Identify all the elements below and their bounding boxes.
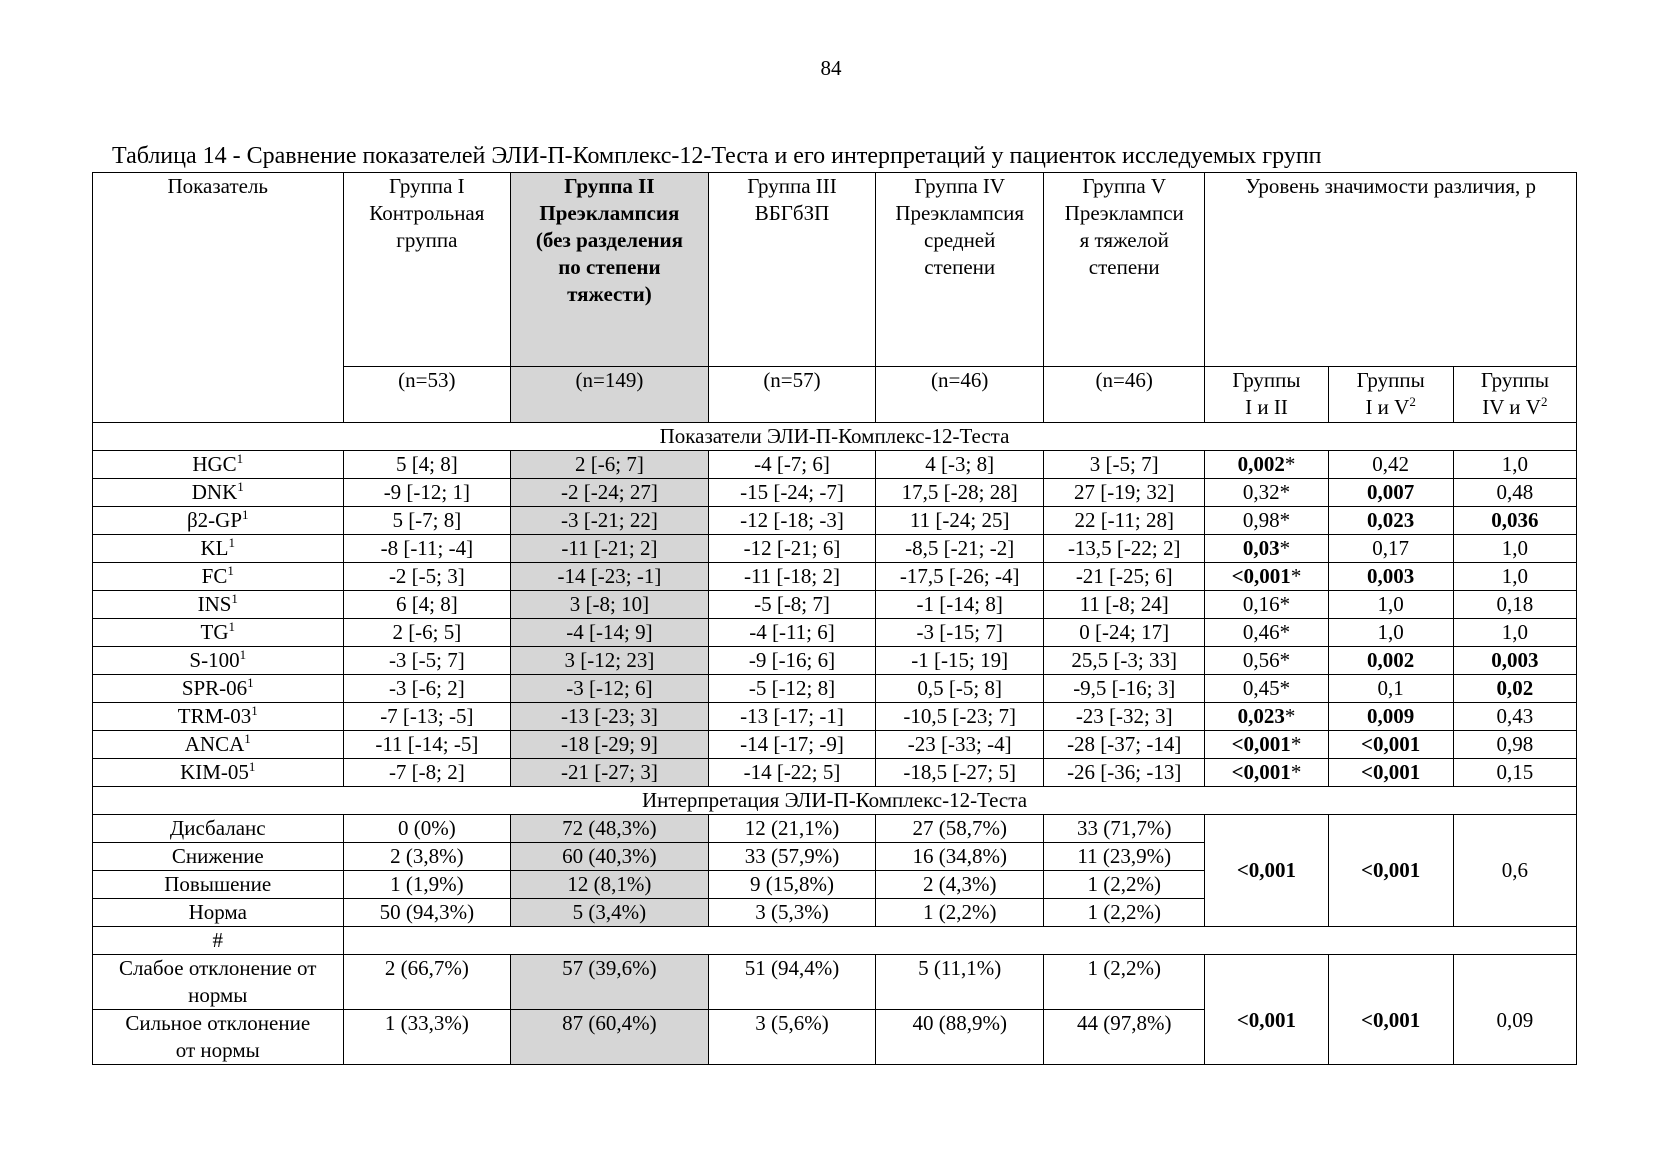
p-iv-v: 1,0 <box>1453 535 1576 563</box>
param-name <box>93 535 344 563</box>
n-group-1: (n=53) <box>343 367 511 423</box>
value-g1: -8 [-11; -4] <box>343 535 511 563</box>
interp-name: Снижение <box>93 843 344 871</box>
p-asterisk: * <box>1279 508 1291 532</box>
header-param: Показатель <box>93 173 344 423</box>
param-label: TRM-03 <box>177 704 252 728</box>
value-g5: -21 [-25; 6] <box>1044 563 1205 591</box>
p-value: 0,023 <box>1237 704 1285 728</box>
value-g2: -3 [-12; 6] <box>511 675 708 703</box>
param-label: S-100 <box>189 648 240 672</box>
value-g4: 1 (2,2%) <box>876 899 1044 927</box>
param-label: TG <box>200 620 229 644</box>
value-g2: -11 [-21; 2] <box>511 535 708 563</box>
p-iv-v: 0,003 <box>1453 647 1576 675</box>
p-iv-v: 0,036 <box>1453 507 1576 535</box>
table-row <box>93 675 1577 703</box>
value-g5: 1 (2,2%) <box>1044 955 1205 1010</box>
table-row <box>93 759 1577 787</box>
p-i-v: <0,001 <box>1328 759 1453 787</box>
value-g2: 5 (3,4%) <box>511 899 708 927</box>
param-label: β2-GP <box>186 508 243 532</box>
p-i-ii <box>1205 731 1328 759</box>
p-value: 0,16 <box>1242 592 1280 616</box>
param-name <box>93 563 344 591</box>
value-g3: -14 [-17; -9] <box>708 731 876 759</box>
interp-name: Повышение <box>93 871 344 899</box>
header-line: группа <box>396 228 458 252</box>
value-g2: 3 [-12; 23] <box>511 647 708 675</box>
interp-name: Норма <box>93 899 344 927</box>
dev-p-i-v: <0,001 <box>1328 955 1453 1065</box>
value-g3: -4 [-7; 6] <box>708 451 876 479</box>
comp-i-ii-line1: Группы <box>1232 368 1301 392</box>
dev-p-iv-v: 0,09 <box>1453 955 1576 1065</box>
header-line: Группа II <box>564 174 655 198</box>
comp-i-v <box>1328 367 1453 423</box>
value-g5: 11 (23,9%) <box>1044 843 1205 871</box>
param-name <box>93 703 344 731</box>
hash-label: # <box>93 927 344 955</box>
value-g3: 3 (5,6%) <box>708 1010 876 1065</box>
p-asterisk: * <box>1279 676 1291 700</box>
value-g5: 22 [-11; 28] <box>1044 507 1205 535</box>
p-iv-v: 0,15 <box>1453 759 1576 787</box>
value-g4: -1 [-14; 8] <box>876 591 1044 619</box>
p-i-ii <box>1205 563 1328 591</box>
p-i-ii <box>1205 507 1328 535</box>
value-g1: -11 [-14; -5] <box>343 731 511 759</box>
p-i-ii <box>1205 451 1328 479</box>
value-g4: 2 (4,3%) <box>876 871 1044 899</box>
table-row <box>93 647 1577 675</box>
value-g1: -7 [-13; -5] <box>343 703 511 731</box>
value-g5: 3 [-5; 7] <box>1044 451 1205 479</box>
p-value: 0,45 <box>1242 676 1280 700</box>
param-label: DNK <box>191 480 238 504</box>
p-value: <0,001 <box>1231 760 1291 784</box>
value-g1: 1 (33,3%) <box>343 1010 511 1065</box>
header-row <box>93 173 1577 367</box>
value-g5: 11 [-8; 24] <box>1044 591 1205 619</box>
value-g3: 33 (57,9%) <box>708 843 876 871</box>
value-g3: -5 [-12; 8] <box>708 675 876 703</box>
dev-name-line: от нормы <box>175 1038 260 1062</box>
section-indicators-row <box>93 423 1577 451</box>
p-i-ii <box>1205 479 1328 507</box>
header-line: по степени <box>558 255 661 279</box>
header-group-3 <box>708 173 876 367</box>
p-asterisk: * <box>1290 732 1302 756</box>
p-i-ii <box>1205 535 1328 563</box>
param-footnote: 1 <box>247 675 254 690</box>
value-g4: -18,5 [-27; 5] <box>876 759 1044 787</box>
value-g3: 9 (15,8%) <box>708 871 876 899</box>
n-group-2: (n=149) <box>511 367 708 423</box>
param-name <box>93 507 344 535</box>
param-footnote: 1 <box>228 619 235 634</box>
p-value: 0,002 <box>1237 452 1285 476</box>
value-g5: 27 [-19; 32] <box>1044 479 1205 507</box>
comp-iv-v-line1: Группы <box>1480 368 1549 392</box>
p-i-v: 0,1 <box>1328 675 1453 703</box>
p-iv-v: 1,0 <box>1453 619 1576 647</box>
header-line: степени <box>924 255 996 279</box>
table-caption: Таблица 14 - Сравнение показателей ЭЛИ-П-Комплекс-12-Теста и его интерпретаций у пациенток исследуемых групп <box>112 143 1322 169</box>
p-asterisk: * <box>1284 452 1296 476</box>
comp-i-v-sup: 2 <box>1409 394 1416 409</box>
comp-iv-v-line2: IV и V <box>1482 395 1541 419</box>
table-row <box>93 563 1577 591</box>
p-i-v: 0,42 <box>1328 451 1453 479</box>
p-i-ii <box>1205 619 1328 647</box>
header-line: Группа V <box>1082 174 1167 198</box>
value-g4: 0,5 [-5; 8] <box>876 675 1044 703</box>
value-g4: 40 (88,9%) <box>876 1010 1044 1065</box>
value-g4: 5 (11,1%) <box>876 955 1044 1010</box>
param-name <box>93 591 344 619</box>
header-line: степени <box>1088 255 1160 279</box>
value-g5: 1 (2,2%) <box>1044 899 1205 927</box>
section-indicators: Показатели ЭЛИ-П-Комплекс-12-Теста <box>93 423 1577 451</box>
value-g2: 60 (40,3%) <box>511 843 708 871</box>
value-g2: -4 [-14; 9] <box>511 619 708 647</box>
header-line: я тяжелой <box>1079 228 1169 252</box>
interp-p-i-ii: <0,001 <box>1205 815 1328 927</box>
value-g5: 25,5 [-3; 33] <box>1044 647 1205 675</box>
param-footnote: 1 <box>251 703 258 718</box>
value-g5: 0 [-24; 17] <box>1044 619 1205 647</box>
p-iv-v: 0,43 <box>1453 703 1576 731</box>
header-significance: Уровень значимости различия, p <box>1205 173 1577 367</box>
interp-name: Дисбаланс <box>93 815 344 843</box>
value-g3: -9 [-16; 6] <box>708 647 876 675</box>
dev-name-line: Сильное отклонение <box>125 1011 311 1035</box>
param-name <box>93 451 344 479</box>
value-g4: -8,5 [-21; -2] <box>876 535 1044 563</box>
value-g4: -3 [-15; 7] <box>876 619 1044 647</box>
p-asterisk: * <box>1290 760 1302 784</box>
header-line: Группа I <box>389 174 465 198</box>
header-line: Преэклампсия <box>895 201 1025 225</box>
param-label: INS <box>197 592 232 616</box>
value-g3: -4 [-11; 6] <box>708 619 876 647</box>
value-g2: 57 (39,6%) <box>511 955 708 1010</box>
hash-empty <box>343 927 1577 955</box>
header-line: тяжести) <box>567 282 652 306</box>
header-line: Преэклампсия <box>539 201 680 225</box>
p-i-v: 0,007 <box>1328 479 1453 507</box>
value-g3: -15 [-24; -7] <box>708 479 876 507</box>
param-footnote: 1 <box>239 647 247 662</box>
page-number: 84 <box>820 56 842 80</box>
table-row <box>93 479 1577 507</box>
p-asterisk: * <box>1279 648 1291 672</box>
p-i-v: 0,009 <box>1328 703 1453 731</box>
comp-i-v-line1: Группы <box>1356 368 1425 392</box>
value-g4: -10,5 [-23; 7] <box>876 703 1044 731</box>
header-line: Группа IV <box>914 174 1006 198</box>
p-i-ii <box>1205 759 1328 787</box>
dev-p-i-ii: <0,001 <box>1205 955 1328 1065</box>
table-row <box>93 591 1577 619</box>
p-asterisk: * <box>1279 592 1291 616</box>
value-g1: -3 [-5; 7] <box>343 647 511 675</box>
header-group-4 <box>876 173 1044 367</box>
param-name <box>93 479 344 507</box>
value-g2: -2 [-24; 27] <box>511 479 708 507</box>
value-g2: 72 (48,3%) <box>511 815 708 843</box>
value-g1: -2 [-5; 3] <box>343 563 511 591</box>
p-iv-v: 0,02 <box>1453 675 1576 703</box>
param-name <box>93 731 344 759</box>
p-i-ii <box>1205 675 1328 703</box>
value-g4: 27 (58,7%) <box>876 815 1044 843</box>
p-value: <0,001 <box>1231 732 1291 756</box>
hash-row <box>93 927 1577 955</box>
value-g2: -21 [-27; 3] <box>511 759 708 787</box>
p-value: 0,98 <box>1242 508 1280 532</box>
value-g3: -5 [-8; 7] <box>708 591 876 619</box>
section-interpretation: Интерпретация ЭЛИ-П-Комплекс-12-Теста <box>93 787 1577 815</box>
table-row <box>93 955 1577 1010</box>
table-row <box>93 507 1577 535</box>
value-g1: 5 [-7; 8] <box>343 507 511 535</box>
value-g3: -12 [-21; 6] <box>708 535 876 563</box>
value-g5: 44 (97,8%) <box>1044 1010 1205 1065</box>
p-value: <0,001 <box>1231 564 1291 588</box>
table-row <box>93 619 1577 647</box>
value-g1: 2 (3,8%) <box>343 843 511 871</box>
value-g3: 51 (94,4%) <box>708 955 876 1010</box>
param-footnote: 1 <box>236 451 244 466</box>
p-iv-v: 1,0 <box>1453 451 1576 479</box>
p-asterisk: * <box>1279 536 1291 560</box>
comp-i-ii <box>1205 367 1328 423</box>
header-line: Группа III <box>747 174 837 198</box>
n-group-4: (n=46) <box>876 367 1044 423</box>
header-line: (без разделения <box>535 228 683 252</box>
param-footnote: 1 <box>231 591 238 606</box>
value-g3: -11 [-18; 2] <box>708 563 876 591</box>
p-value: 0,03 <box>1242 536 1280 560</box>
param-label: KL <box>200 536 229 560</box>
value-g2: -18 [-29; 9] <box>511 731 708 759</box>
value-g1: 2 (66,7%) <box>343 955 511 1010</box>
table-row <box>93 535 1577 563</box>
dev-name-line: Слабое отклонение от <box>119 956 317 980</box>
value-g4: 4 [-3; 8] <box>876 451 1044 479</box>
value-g5: -26 [-36; -13] <box>1044 759 1205 787</box>
p-asterisk: * <box>1290 564 1302 588</box>
p-value: 0,32 <box>1242 480 1280 504</box>
n-group-3: (n=57) <box>708 367 876 423</box>
param-name <box>93 619 344 647</box>
value-g1: 50 (94,3%) <box>343 899 511 927</box>
value-g5: -9,5 [-16; 3] <box>1044 675 1205 703</box>
param-name <box>93 675 344 703</box>
value-g2: 12 (8,1%) <box>511 871 708 899</box>
p-i-v: 0,023 <box>1328 507 1453 535</box>
value-g2: 2 [-6; 7] <box>511 451 708 479</box>
dev-name-line: нормы <box>188 983 248 1007</box>
p-i-ii <box>1205 591 1328 619</box>
param-footnote: 1 <box>237 479 244 494</box>
value-g2: 87 (60,4%) <box>511 1010 708 1065</box>
p-value: 0,46 <box>1242 620 1280 644</box>
value-g3: -13 [-17; -1] <box>708 703 876 731</box>
value-g1: 2 [-6; 5] <box>343 619 511 647</box>
value-g3: -14 [-22; 5] <box>708 759 876 787</box>
value-g4: 16 (34,8%) <box>876 843 1044 871</box>
value-g2: -13 [-23; 3] <box>511 703 708 731</box>
param-name <box>93 647 344 675</box>
value-g1: -7 [-8; 2] <box>343 759 511 787</box>
value-g1: 6 [4; 8] <box>343 591 511 619</box>
value-g5: 1 (2,2%) <box>1044 871 1205 899</box>
table-row <box>93 731 1577 759</box>
p-iv-v: 1,0 <box>1453 563 1576 591</box>
p-iv-v: 0,48 <box>1453 479 1576 507</box>
value-g1: 0 (0%) <box>343 815 511 843</box>
comp-i-ii-line2: I и II <box>1245 395 1288 419</box>
value-g5: -13,5 [-22; 2] <box>1044 535 1205 563</box>
value-g4: 11 [-24; 25] <box>876 507 1044 535</box>
header-group-1 <box>343 173 511 367</box>
value-g1: 5 [4; 8] <box>343 451 511 479</box>
comp-iv-v <box>1453 367 1576 423</box>
value-g1: -9 [-12; 1] <box>343 479 511 507</box>
dev-name <box>93 955 344 1010</box>
value-g3: -12 [-18; -3] <box>708 507 876 535</box>
value-g3: 12 (21,1%) <box>708 815 876 843</box>
p-i-v: 0,003 <box>1328 563 1453 591</box>
p-value: 0,56 <box>1242 648 1280 672</box>
p-asterisk: * <box>1279 620 1291 644</box>
n-group-5: (n=46) <box>1044 367 1205 423</box>
value-g4: -23 [-33; -4] <box>876 731 1044 759</box>
p-asterisk: * <box>1284 704 1296 728</box>
p-i-v: 1,0 <box>1328 591 1453 619</box>
table-row <box>93 451 1577 479</box>
param-footnote: 1 <box>228 535 235 550</box>
comp-iv-v-sup: 2 <box>1540 394 1548 409</box>
param-label: SPR-06 <box>181 676 248 700</box>
p-asterisk: * <box>1279 480 1291 504</box>
value-g4: -17,5 [-26; -4] <box>876 563 1044 591</box>
value-g1: 1 (1,9%) <box>343 871 511 899</box>
value-g5: 33 (71,7%) <box>1044 815 1205 843</box>
p-i-v: 0,17 <box>1328 535 1453 563</box>
value-g3: 3 (5,3%) <box>708 899 876 927</box>
header-line: ВБГбЗП <box>754 201 830 225</box>
value-g4: 17,5 [-28; 28] <box>876 479 1044 507</box>
p-i-ii <box>1205 703 1328 731</box>
param-footnote: 1 <box>244 731 251 746</box>
interp-p-iv-v: 0,6 <box>1453 815 1576 927</box>
table-row <box>93 703 1577 731</box>
p-iv-v: 0,18 <box>1453 591 1576 619</box>
interp-p-i-v: <0,001 <box>1328 815 1453 927</box>
dev-name <box>93 1010 344 1065</box>
section-interpretation-row <box>93 787 1577 815</box>
param-footnote: 1 <box>248 759 256 774</box>
header-group-2 <box>511 173 708 367</box>
param-name <box>93 759 344 787</box>
param-footnote: 1 <box>242 507 249 522</box>
p-iv-v: 0,98 <box>1453 731 1576 759</box>
header-line: Контрольная <box>369 201 485 225</box>
value-g5: -23 [-32; 3] <box>1044 703 1205 731</box>
param-label: KIM-05 <box>180 760 249 784</box>
p-i-v: 1,0 <box>1328 619 1453 647</box>
header-line: средней <box>924 228 996 252</box>
header-line: Преэклампси <box>1064 201 1184 225</box>
value-g2: 3 [-8; 10] <box>511 591 708 619</box>
value-g5: -28 [-37; -14] <box>1044 731 1205 759</box>
value-g4: -1 [-15; 19] <box>876 647 1044 675</box>
table-row <box>93 815 1577 843</box>
value-g2: -3 [-21; 22] <box>511 507 708 535</box>
comp-i-v-line2: I и V <box>1365 395 1410 419</box>
header-group-5 <box>1044 173 1205 367</box>
param-label: ANCA <box>184 732 245 756</box>
value-g2: -14 [-23; -1] <box>511 563 708 591</box>
p-i-v: 0,002 <box>1328 647 1453 675</box>
p-i-ii <box>1205 647 1328 675</box>
param-footnote: 1 <box>227 563 234 578</box>
param-label: FC <box>201 564 228 588</box>
value-g1: -3 [-6; 2] <box>343 675 511 703</box>
param-label: HGC <box>192 452 237 476</box>
comparison-table <box>92 172 1577 1065</box>
p-i-v: <0,001 <box>1328 731 1453 759</box>
